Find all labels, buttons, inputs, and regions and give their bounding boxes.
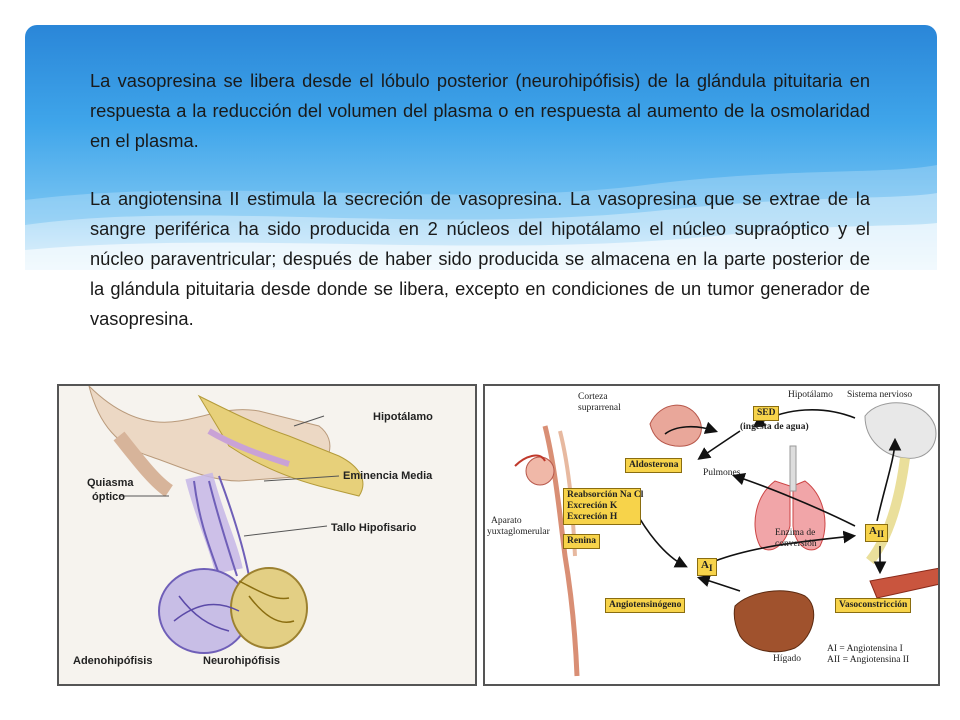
pituitary-illustration	[59, 386, 477, 686]
a2-sub: II	[876, 529, 885, 540]
renin-angiotensin-figure	[483, 384, 940, 686]
label-suprarrenal: suprarrenal	[578, 403, 621, 413]
box-angiotensinogeno: Angiotensinógeno	[605, 598, 685, 613]
box-reabsorcion-excrecion	[563, 488, 644, 525]
label-corteza: Corteza	[578, 392, 608, 402]
label-eminencia-media: Eminencia Media	[343, 470, 433, 482]
box-angiotensina-ii	[865, 524, 888, 542]
label-reabsorcion: Reabsorción Na Cl	[567, 490, 644, 500]
label-excrecion-h: Excreción H	[567, 512, 618, 522]
label-enzima: Enzima de	[775, 528, 816, 538]
legend-angiotensina-i: AI = Angiotensina I	[827, 644, 903, 654]
label-tallo-hipofisario: Tallo Hipofisario	[331, 522, 417, 534]
label-higado: Hígado	[773, 654, 801, 664]
label-neurohipofisis: Neurohipófisis	[203, 655, 281, 667]
a2-letter: A	[869, 525, 877, 537]
paragraph-angiotensina: La angiotensina II estimula la secreción de vasopresina. La vasopresina que se extrae de la sangre periférica ha sido producida en 2 núcleos del hipotálamo el núcleo supraóptico y el núcleo paraventricular; después de haber sido producida se almacena en la parte posterior de la glándula pituitaria desde donde se libera, excepto en condiciones de un tumor generador de vasopresina.	[90, 188, 870, 329]
box-angiotensina-i	[697, 558, 717, 576]
legend-angiotensina-ii: AII = Angiotensina II	[827, 655, 910, 665]
label-excrecion-k: Excreción K	[567, 501, 618, 511]
pituitary-anatomy-figure	[57, 384, 477, 686]
body-text	[90, 66, 870, 362]
a1-letter: A	[701, 559, 709, 571]
label-conversion: conversión	[775, 539, 817, 549]
label-pulmones: Pulmones	[703, 468, 741, 478]
label-ingesta-agua: (ingesta de agua)	[740, 422, 809, 432]
label-adenohipofisis: Adenohipófisis	[73, 655, 153, 667]
box-vasoconstriccion: Vasoconstricción	[835, 598, 911, 613]
label-hipotalamo-raas: Hipotálamo	[788, 390, 833, 400]
paragraph-vasopresina-liberacion: La vasopresina se libera desde el lóbulo posterior (neurohipófisis) de la glándula pituitaria en respuesta a la reducción del volumen del plasma o en respuesta al aumento de la osmolaridad en el plasma.	[90, 70, 870, 151]
label-quiasma: Quiasma	[87, 477, 134, 489]
label-yuxtaglomerular: yuxtaglomerular	[487, 527, 550, 537]
label-optico: óptico	[92, 491, 125, 503]
label-sistema-nervioso: Sistema nervioso	[847, 390, 913, 400]
label-aparato: Aparato	[491, 516, 522, 526]
box-sed: SED	[753, 406, 779, 421]
box-renina: Renina	[563, 534, 600, 549]
box-aldosterona: Aldosterona	[625, 458, 682, 473]
label-hipotalamo: Hipotálamo	[373, 411, 433, 423]
a1-sub: I	[708, 563, 713, 574]
